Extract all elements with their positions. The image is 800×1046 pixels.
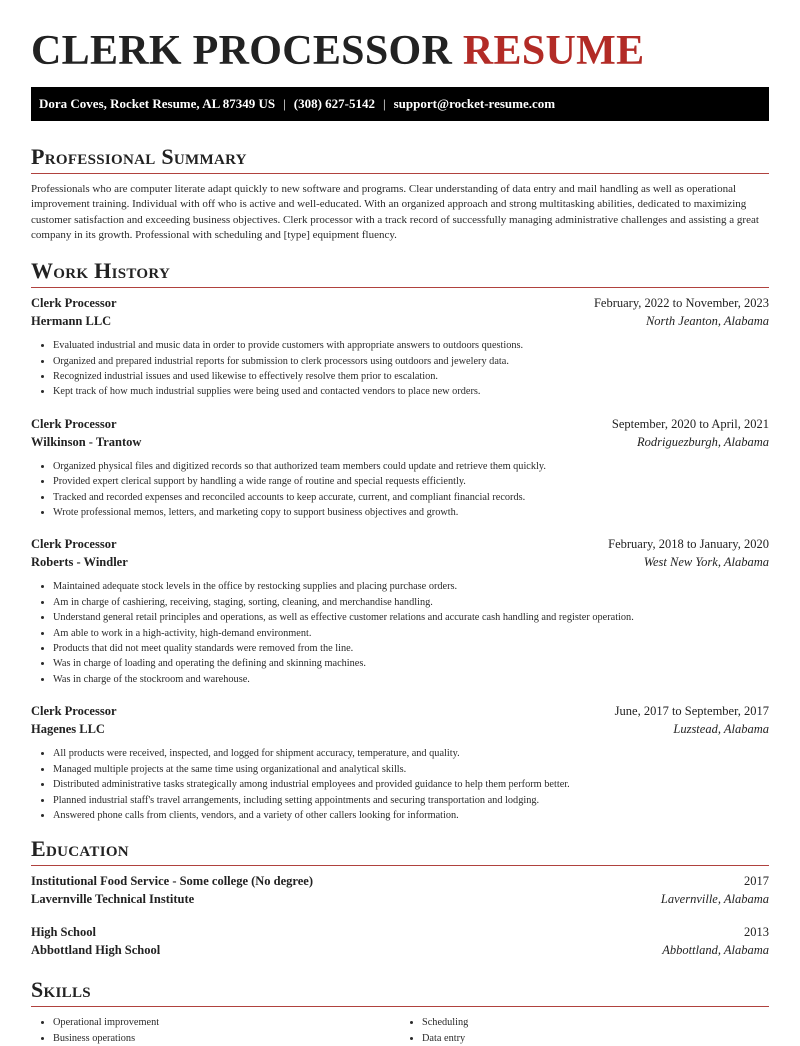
job-bullet: • Wrote professional memos, letters, and marketing copy to support business objectives and growth. bbox=[53, 505, 769, 520]
job-bullets bbox=[31, 579, 769, 687]
job-bullet: • Understand general retail principles and operations, as well as effective customer relations and accurate cash handling and register operation. bbox=[53, 610, 769, 625]
job-location: North Jeanton, Alabama bbox=[645, 314, 769, 329]
skills-heading: Skills bbox=[31, 977, 91, 1003]
education-degree: Institutional Food Service - Some college (No degree) bbox=[31, 874, 314, 889]
job-entry bbox=[31, 537, 769, 687]
skills-list-left bbox=[31, 1015, 400, 1046]
skills-list-right bbox=[400, 1015, 769, 1046]
education-heading: Education bbox=[31, 836, 129, 862]
education-location: Lavernville, Alabama bbox=[660, 892, 769, 907]
job-bullets bbox=[31, 746, 769, 823]
skill-item: • Business operations bbox=[53, 1031, 400, 1046]
education-year: 2013 bbox=[744, 925, 769, 940]
job-title: Clerk Processor bbox=[31, 537, 117, 552]
job-bullet: • Evaluated industrial and music data in order to provide customers with appropriate answers to outdoors questions. bbox=[53, 338, 769, 353]
skills-grid bbox=[31, 1015, 769, 1046]
section-divider bbox=[31, 1006, 769, 1007]
job-title: Clerk Processor bbox=[31, 296, 117, 311]
education-degree: High School bbox=[31, 925, 96, 940]
title-accent: RESUME bbox=[462, 28, 645, 74]
job-bullets bbox=[31, 459, 769, 521]
skill-item: • Scheduling bbox=[422, 1015, 769, 1030]
job-bullet: • Kept track of how much industrial supplies were being used and contacted vendors to place new orders. bbox=[53, 384, 769, 399]
job-bullet: • Recognized industrial issues and used likewise to effectively resolve them prior to escalation. bbox=[53, 369, 769, 384]
education-location: Abbottland, Alabama bbox=[662, 943, 769, 958]
skills-section bbox=[31, 976, 769, 1046]
education-year: 2017 bbox=[744, 874, 769, 889]
contact-phone: (308) 627-5142 bbox=[293, 96, 376, 111]
job-bullet: • Answered phone calls from clients, vendors, and a variety of other callers looking for information. bbox=[53, 808, 769, 823]
work-history-section bbox=[31, 257, 769, 823]
work-history-heading: Work History bbox=[31, 258, 171, 284]
job-bullet: • Distributed administrative tasks strategically among industrial employees and provided guidance to help them perform better. bbox=[53, 777, 769, 792]
job-entry bbox=[31, 417, 769, 521]
job-bullets bbox=[31, 338, 769, 400]
job-bullet: • Maintained adequate stock levels in the office by restocking supplies and placing purchase orders. bbox=[53, 579, 769, 594]
job-title: Clerk Processor bbox=[31, 704, 117, 719]
skill-item: • Operational improvement bbox=[53, 1015, 400, 1030]
contact-address: Dora Coves, Rocket Resume, AL 87349 US bbox=[39, 96, 276, 111]
job-dates: February, 2018 to January, 2020 bbox=[608, 537, 769, 552]
job-location: Rodriguezburgh, Alabama bbox=[637, 434, 769, 449]
job-company: Hagenes LLC bbox=[31, 722, 105, 737]
summary-section bbox=[31, 143, 769, 243]
skill-item: • Data entry bbox=[422, 1031, 769, 1046]
section-divider bbox=[31, 865, 769, 866]
section-divider bbox=[31, 173, 769, 174]
job-bullet: • Am able to work in a high-activity, high-demand environment. bbox=[53, 626, 769, 641]
title-main: CLERK PROCESSOR bbox=[31, 28, 453, 74]
job-dates: February, 2022 to November, 2023 bbox=[593, 296, 769, 311]
job-bullet: • All products were received, inspected, and logged for shipment accuracy, temperature, and quality. bbox=[53, 746, 769, 761]
job-bullet: • Am in charge of cashiering, receiving, staging, sorting, cleaning, and merchandise handling. bbox=[53, 595, 769, 610]
section-divider bbox=[31, 287, 769, 288]
job-bullet: • Tracked and recorded expenses and reconciled accounts to keep accurate, current, and compliant financial records. bbox=[53, 490, 769, 505]
summary-text: Professionals who are computer literate adapt quickly to new software and programs. Clear understanding of data entry and mail handling as well as operational improvement training. Individual with off who is active and well-educated. With an organized approach and strong multitasking abilities, dedicated to maximizing customer satisfaction and exceeding business objectives. Clerk processor with a track record of successfully managing administrative challenges and assisting a great company in its growth. Professional with scheduling and [type] equipment fluency. bbox=[31, 183, 759, 241]
job-dates: September, 2020 to April, 2021 bbox=[611, 416, 769, 431]
job-bullet: • Managed multiple projects at the same time using organizational and analytical skills. bbox=[53, 762, 769, 777]
job-bullet: • Products that did not meet quality standards were removed from the line. bbox=[53, 641, 769, 656]
contact-email: support@rocket-resume.com bbox=[393, 96, 556, 111]
job-location: West New York, Alabama bbox=[643, 555, 769, 570]
job-bullet: • Was in charge of loading and operating the defining and skinning machines. bbox=[53, 656, 769, 671]
job-entry bbox=[31, 296, 769, 400]
job-dates: June, 2017 to September, 2017 bbox=[614, 704, 769, 719]
job-entry bbox=[31, 704, 769, 823]
education-school: Abbottland High School bbox=[31, 943, 161, 958]
job-bullet: • Organized and prepared industrial reports for submission to clerk processors using outdoors and jewelery data. bbox=[53, 354, 769, 369]
job-bullet: • Organized physical files and digitized records so that authorized team members could update and retrieve them quickly. bbox=[53, 459, 769, 474]
contact-separator: | bbox=[283, 96, 286, 111]
resume-title bbox=[31, 0, 769, 75]
education-entry bbox=[31, 925, 769, 961]
contact-bar bbox=[31, 87, 769, 121]
job-title: Clerk Processor bbox=[31, 416, 117, 431]
job-location: Luzstead, Alabama bbox=[673, 722, 769, 737]
education-section bbox=[31, 835, 769, 961]
education-entry bbox=[31, 874, 769, 910]
job-company: Hermann LLC bbox=[31, 314, 112, 329]
job-company: Roberts - Windler bbox=[31, 555, 128, 570]
job-bullet: • Was in charge of the stockroom and warehouse. bbox=[53, 672, 769, 687]
job-bullet: • Planned industrial staff's travel arrangements, including setting appointments and securing transportation and lodging. bbox=[53, 793, 769, 808]
education-school: Lavernville Technical Institute bbox=[31, 892, 195, 907]
job-bullet: • Provided expert clerical support by handling a wide range of routine and special requests efficiently. bbox=[53, 474, 769, 489]
job-company: Wilkinson - Trantow bbox=[31, 434, 142, 449]
contact-separator: | bbox=[383, 96, 386, 111]
summary-heading: Professional Summary bbox=[31, 144, 247, 169]
